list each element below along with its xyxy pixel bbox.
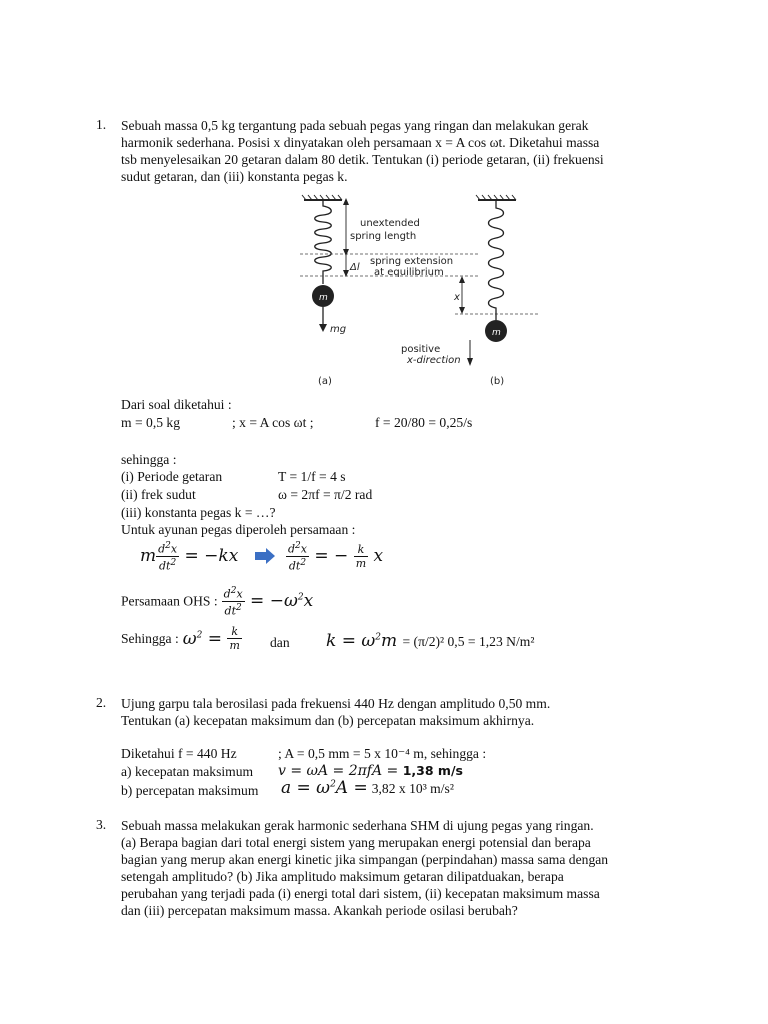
ceiling-b — [476, 195, 516, 200]
part-a-result: 1,38 m/s — [402, 763, 463, 778]
equation-omega: Sehingga : $\omega^2$ = $\frac{k}{m}$ — [121, 625, 240, 652]
problem-1-number: 1. — [96, 117, 107, 132]
label-x-direction: x-direction — [407, 355, 461, 366]
problem-3-line-4: setengah amplitudo? (b) Jika amplitudo maksimum getaran dilipatduakan, berapa — [121, 869, 564, 884]
given-f: f = 20/80 = 0,25/s — [375, 415, 473, 430]
problem-2-number: 2. — [96, 695, 107, 710]
step-ii-value: ω = 2πf = π/2 rad — [278, 487, 373, 502]
problem-3-number: 3. — [96, 817, 107, 832]
given-x: ; x = A cos ωt ; — [232, 415, 314, 430]
label-delta-l: Δl — [350, 262, 360, 273]
mass-b-label: m — [492, 328, 501, 338]
caption-b: (b) — [490, 376, 505, 387]
problem-2-line-2: Tentukan (a) kecepatan maksimum dan (b) percepatan maksimum akhirnya. — [121, 713, 535, 728]
label-spring-length: spring length — [350, 231, 417, 242]
sehingga-2-label: Sehingga : — [121, 631, 179, 646]
given-2: Diketahui f = 440 Hz — [121, 746, 237, 761]
label-x: x — [454, 292, 460, 303]
problem-1-line-4: sudut getaran, dan (iii) konstanta pegas k. — [121, 169, 348, 184]
step-i-value: T = 1/f = 4 s — [278, 469, 346, 484]
equation-reduced: $\frac{d^2x}{dt^2}$ = − $\frac{k}{m}$ x — [288, 541, 384, 573]
ceiling-a — [302, 195, 342, 200]
part-b-label: b) percepatan maksimum — [121, 783, 259, 798]
spring-figure — [290, 192, 550, 392]
given-2-amplitude: ; A = 0,5 mm = 5 x 10⁻⁴ m, sehingga : — [278, 746, 487, 761]
equation-k: $k = \omega^2m = (\pi/2)^2$ 0,5 = 1,23 N/m² — [326, 631, 535, 651]
step-iii-label: (iii) konstanta pegas k = …? — [121, 505, 276, 520]
part-a-label: a) kecepatan maksimum — [121, 764, 254, 779]
label-positive: positive — [401, 344, 441, 355]
label-unextended: unextended — [360, 218, 420, 229]
spring-b — [489, 200, 504, 320]
problem-1-line-1: Sebuah massa 0,5 kg tergantung pada sebuah pegas yang ringan dan melakukan gerak — [121, 118, 589, 133]
problem-3-line-5: perubahan yang terjadi pada (i) energi total dari sistem, (ii) kecepatan maksimum massa — [121, 886, 600, 901]
problem-1-line-3: tsb menyelesaikan 20 getaran dalam 80 detik. Tentukan (i) periode getaran, (ii) frekuensi — [121, 152, 604, 167]
part-a-equation: v = ωA = 2πfA = 1,38 m/s — [278, 763, 463, 779]
part-b-equation: $a = \omega^2A = 3,82$ x 10³ m/s² — [281, 778, 454, 798]
mg-label: mg — [330, 324, 347, 335]
problem-3-line-6: dan (iii) percepatan maksimum massa. Akankah periode osilasi berubah? — [121, 903, 518, 918]
k-result: = (π/2)² 0,5 = 1,23 N/m² — [402, 634, 535, 649]
problem-2-line-1: Ujung garpu tala berosilasi pada frekuensi 440 Hz dengan amplitudo 0,50 mm. — [121, 696, 551, 711]
implies-arrow-icon — [254, 547, 276, 565]
spring-a — [315, 200, 332, 284]
problem-1-line-2: harmonik sederhana. Posisi x dinyatakan oleh persamaan x = A cos ωt. Diketahui massa — [121, 135, 600, 150]
sehingga-1: sehingga : — [121, 452, 177, 467]
problem-3-line-2: (a) Berapa bagian dari total energi sistem yang merupakan energi potensial dan berapa — [121, 835, 591, 850]
given-m: m = 0,5 kg — [121, 415, 181, 430]
equation-ohs: Persamaan OHS : $\frac{d^2x}{dt^2}$ = $-\omega^2x$ — [121, 586, 314, 618]
label-at-equilibrium: at equilibrium — [374, 267, 444, 278]
step-ii-label: (ii) frek sudut — [121, 487, 196, 502]
part-b-result: 3,82 x 10³ m/s² — [371, 781, 454, 796]
problem-3-line-1: Sebuah massa melakukan gerak harmonic sederhana SHM di ujung pegas yang ringan. — [121, 818, 594, 833]
equation-newton: m $\frac{d^2x}{dt^2}$ = −kx — [140, 541, 239, 573]
untuk-text: Untuk ayunan pegas diperoleh persamaan : — [121, 522, 356, 537]
dan-label: dan — [270, 635, 290, 650]
ohs-label: Persamaan OHS : — [121, 593, 218, 609]
label-spring-extension: spring extension — [370, 256, 454, 267]
given-heading: Dari soal diketahui : — [121, 397, 232, 412]
step-i-label: (i) Periode getaran — [121, 469, 223, 484]
problem-3-line-3: bagian yang merup akan energi kinetic jika simpangan (perpindahan) massa sama dengan — [121, 852, 609, 867]
mass-a-label: m — [319, 293, 328, 303]
caption-a: (a) — [318, 376, 332, 387]
